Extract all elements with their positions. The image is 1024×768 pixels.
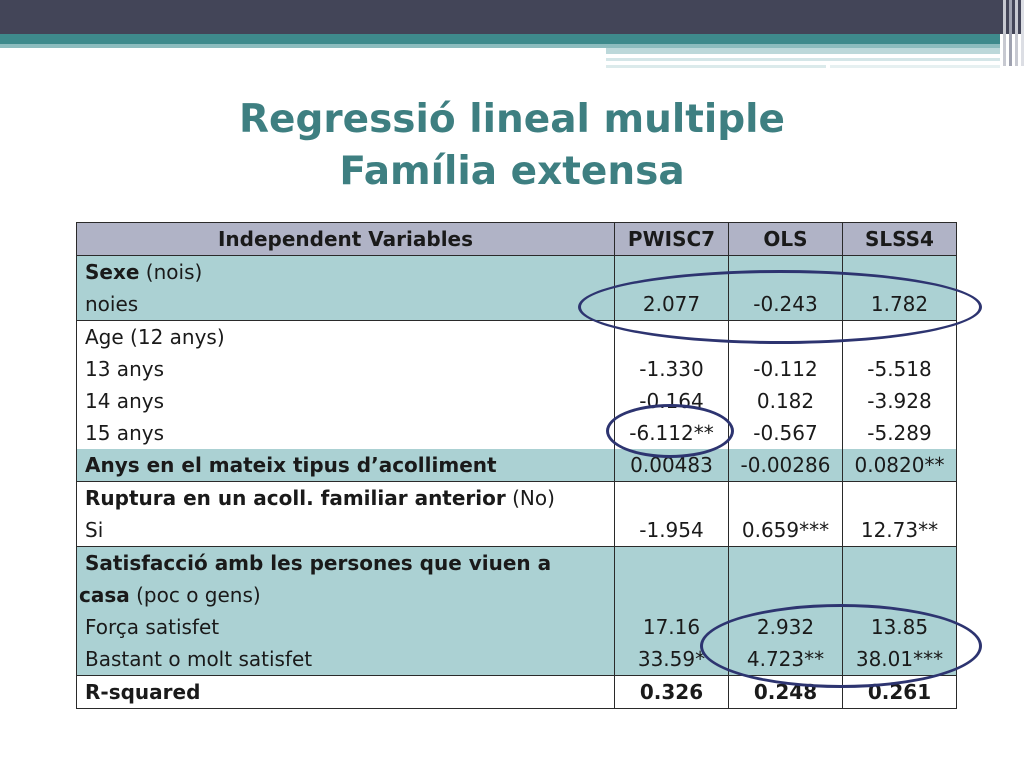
table-row	[77, 514, 957, 547]
table-cell: 2.077	[615, 288, 729, 321]
table-cell: 0.248	[729, 676, 843, 709]
row-label	[77, 579, 615, 611]
table-cell: -6.112**	[615, 417, 729, 449]
row-label	[77, 547, 615, 580]
header-deco-line	[830, 65, 1000, 68]
row-label-ref: (poc o gens)	[129, 583, 261, 607]
table-row	[77, 449, 957, 482]
row-label	[77, 482, 615, 515]
row-label-bold: casa	[79, 583, 130, 607]
table-cell: 0.659***	[729, 514, 843, 547]
table-cell: 38.01***	[843, 643, 957, 676]
table-cell: 0.261	[843, 676, 957, 709]
column-header: SLSS4	[843, 223, 957, 256]
row-label: 13 anys	[77, 353, 615, 385]
table-cell: 0.326	[615, 676, 729, 709]
slide-title-line1: Regressió lineal multiple	[239, 97, 785, 142]
table-cell: 17.16	[615, 611, 729, 643]
table-cell: 33.59*	[615, 643, 729, 676]
row-label: 14 anys	[77, 385, 615, 417]
table-cell: -0.243	[729, 288, 843, 321]
highlight-ellipse	[700, 604, 982, 688]
highlight-ellipse	[578, 270, 982, 344]
row-label: Força satisfet	[77, 611, 615, 643]
column-header: OLS	[729, 223, 843, 256]
row-label: Si	[77, 514, 615, 547]
table-cell: -0.00286	[729, 449, 843, 482]
column-header: Independent Variables	[77, 223, 615, 256]
row-label: 15 anys	[77, 417, 615, 449]
table-cell: 0.0820**	[843, 449, 957, 482]
header-deco-line	[606, 65, 826, 68]
header-deco-line	[606, 58, 1000, 61]
row-label	[77, 256, 615, 289]
table-cell: 2.932	[729, 611, 843, 643]
table-cell: 0.00483	[615, 449, 729, 482]
table-row	[77, 482, 957, 515]
table-row	[77, 353, 957, 385]
table-cell: 13.85	[843, 611, 957, 643]
row-label: R-squared	[77, 676, 615, 709]
header-stripes	[1000, 0, 1024, 66]
highlight-ellipse	[606, 404, 734, 458]
table-header-row	[77, 223, 957, 256]
row-label-bold: Satisfacció amb les persones que viuen a	[85, 551, 552, 575]
table-cell: -1.330	[615, 353, 729, 385]
table-cell: -3.928	[843, 385, 957, 417]
table-cell: -1.954	[615, 514, 729, 547]
row-label-ref: (nois)	[139, 260, 203, 284]
table-cell: -5.518	[843, 353, 957, 385]
slide-title	[0, 94, 1024, 198]
row-label-bold: Anys en el mateix tipus d’acolliment	[85, 453, 497, 477]
table-cell: -0.164	[615, 385, 729, 417]
table-cell: 4.723**	[729, 643, 843, 676]
row-label-ref: (No)	[505, 486, 555, 510]
table-cell: -0.567	[729, 417, 843, 449]
table-cell: 12.73**	[843, 514, 957, 547]
table-row	[77, 417, 957, 449]
row-label-bold: Ruptura en un acoll. familiar anterior	[85, 486, 506, 510]
row-label: Bastant o molt satisfet	[77, 643, 615, 676]
row-label: noies	[77, 288, 615, 321]
row-label-bold: Sexe	[85, 260, 140, 284]
table-cell: 1.782	[843, 288, 957, 321]
header-deco-line	[606, 48, 1000, 54]
table-cell: 0.182	[729, 385, 843, 417]
table-row	[77, 547, 957, 580]
row-label: Age (12 anys)	[77, 321, 615, 354]
table-row	[77, 385, 957, 417]
header-teal-band	[0, 34, 1000, 44]
row-label	[77, 449, 615, 482]
table-cell: -5.289	[843, 417, 957, 449]
header-bar	[0, 0, 1024, 34]
table-cell: -0.112	[729, 353, 843, 385]
slide-title-line2: Família extensa	[339, 149, 685, 194]
column-header: PWISC7	[615, 223, 729, 256]
